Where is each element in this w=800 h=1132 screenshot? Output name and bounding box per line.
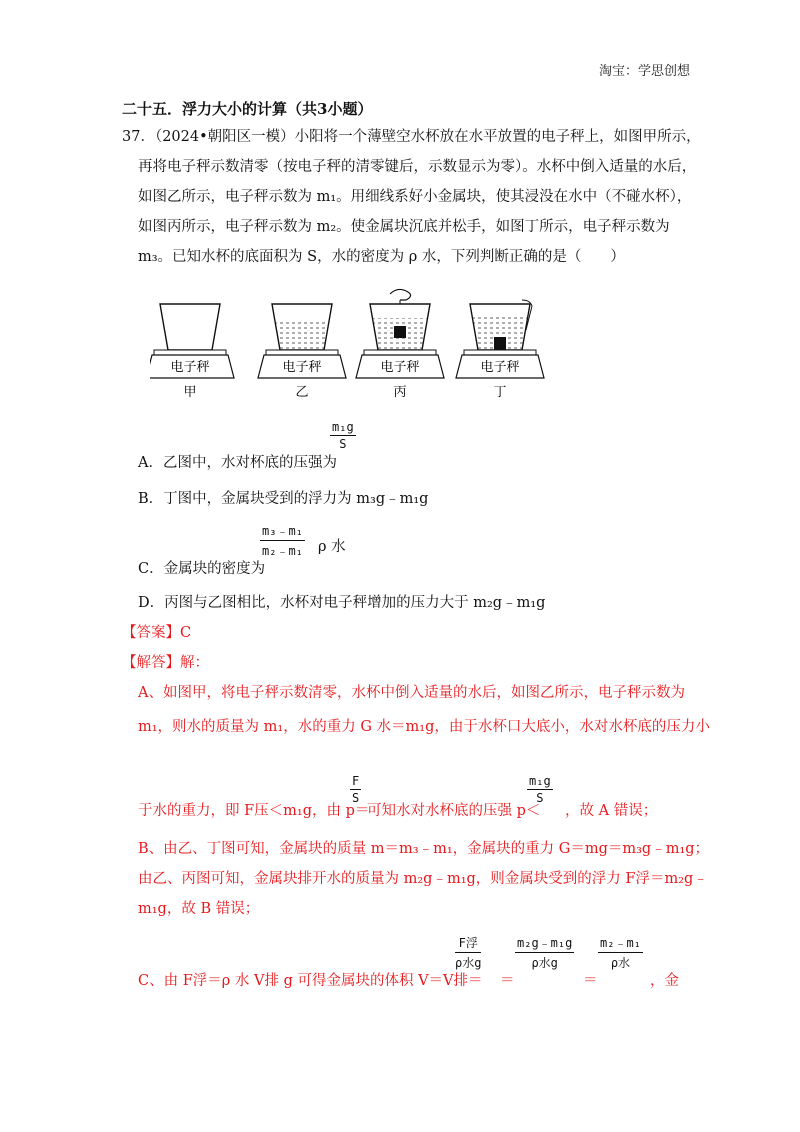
option-c-suffix: ρ 水 <box>318 539 346 555</box>
solution-a-line-1: A、如图甲，将电子秤示数清零，水杯中倒入适量的水后，如图乙所示，电子秤示数为 <box>138 685 685 701</box>
caption-yi: 乙 <box>295 385 309 400</box>
option-c-denominator: m₂﹣m₁ <box>262 544 303 558</box>
answer-label: 【答案】C <box>122 625 192 641</box>
solution-c-fraction-3-den: ρ水 <box>610 956 631 970</box>
solution-c-fraction-2-num: m₂g﹣m₁g <box>515 934 574 953</box>
solution-a-fraction-1 <box>350 774 361 805</box>
option-a-numerator: m₁g <box>332 420 354 434</box>
solution-c-fraction-2-den: ρ水g <box>531 956 558 970</box>
experiment-figure <box>150 286 650 406</box>
header-brand: 淘宝：学思创想 <box>598 64 690 79</box>
option-b: B．丁图中，金属块受到的浮力为 m₃g﹣m₁g <box>138 491 429 507</box>
solution-a-line-3c: ，故 A 错误； <box>565 803 658 819</box>
option-a-fraction <box>330 420 356 451</box>
solution-a-line-2: m₁，则水的质量为 m₁，水的重力 G 水＝m₁g，由于水杯口大底小，水对水杯底的压力小 <box>138 719 710 735</box>
caption-bing: 丙 <box>393 385 407 400</box>
question-line-2: 再将电子秤示数清零（按电子秤的清零键后，示数显示为零）。水杯中倒入适量的水后， <box>138 159 697 175</box>
solution-c-fraction-3-num: m₂﹣m₁ <box>598 934 643 953</box>
solution-a-fraction-2-den: S <box>536 791 544 805</box>
figure-ding <box>456 300 544 400</box>
section-title: 二十五．浮力大小的计算（共3小题） <box>122 100 373 118</box>
scale-label-ding: 电子秤 <box>480 360 520 375</box>
option-c: C．金属块的密度为 <box>138 561 266 577</box>
solution-c-equals-1: ＝ <box>500 973 515 989</box>
solution-c-fraction-1 <box>455 934 481 971</box>
solution-b-line-1: B、由乙、丁图可知，金属块的质量 m＝m₃﹣m₁，金属块的重力 G＝mg＝m₃g﹣m₁g； <box>138 841 710 857</box>
solution-a-fraction-2-num: m₁g <box>529 774 551 788</box>
scale-label-jia: 电子秤 <box>170 360 210 375</box>
solution-c-equals-2: ＝ <box>583 973 598 989</box>
question-line-5: m₃。已知水杯的底面积为 S，水的密度为 ρ 水，下列判断正确的是（ ） <box>138 249 625 265</box>
caption-jia: 甲 <box>183 385 197 400</box>
solution-c-line-1a: C、由 F浮＝ρ 水 V排 g 可得金属块的体积 V＝V排＝ <box>138 973 483 989</box>
option-d: D．丙图与乙图相比，水杯对电子秤增加的压力大于 m₂g﹣m₁g <box>138 595 546 611</box>
solution-a-fraction-1-num: F <box>352 774 360 788</box>
solution-a-line-3b: 可知水对水杯底的压强 p＜ <box>367 803 541 819</box>
caption-ding: 丁 <box>493 385 507 400</box>
option-c-numerator: m₃﹣m₁ <box>260 522 305 541</box>
scale-label-yi: 电子秤 <box>282 360 322 375</box>
solution-b-line-2: 由乙、丙图可知，金属块排开水的质量为 m₂g﹣m₁g，则金属块受到的浮力 F浮＝m₂g﹣ <box>138 871 708 887</box>
option-a-denominator: S <box>339 437 347 451</box>
figure-yi <box>258 304 346 400</box>
question-line-3: 如图乙所示，电子秤示数为 m₁。用细线系好小金属块，使其浸没在水中（不碰水杯）， <box>138 189 692 205</box>
scale-label-bing: 电子秤 <box>380 360 420 375</box>
solution-c-line-1b: ，金 <box>650 973 679 989</box>
solution-c-fraction-2 <box>515 934 574 971</box>
solution-b-line-3: m₁g，故 B 错误； <box>138 901 260 917</box>
figure-bing <box>356 289 444 400</box>
option-a: A．乙图中，水对杯底的压强为 <box>138 455 337 471</box>
solution-a-line-3a: 于水的重力，即 F压＜m₁g，由 p＝ <box>138 803 370 819</box>
solution-a-fraction-1-den: S <box>352 791 360 805</box>
question-line-1: 37．（2024•朝阳区一模）小阳将一个薄壁空水杯放在水平放置的电子秤上，如图甲所示， <box>122 129 701 145</box>
solution-a-fraction-2 <box>527 774 553 805</box>
question-line-4: 如图丙所示，电子秤示数为 m₂。使金属块沉底并松手，如图丁所示，电子秤示数为 <box>138 219 670 235</box>
analysis-label: 【解答】解： <box>122 655 209 671</box>
solution-c-fraction-1-num: F浮 <box>455 934 481 953</box>
option-c-fraction <box>260 522 305 559</box>
figure-jia <box>150 304 234 400</box>
solution-c-fraction-3 <box>598 934 643 971</box>
solution-c-fraction-1-den: ρ水g <box>455 956 482 970</box>
